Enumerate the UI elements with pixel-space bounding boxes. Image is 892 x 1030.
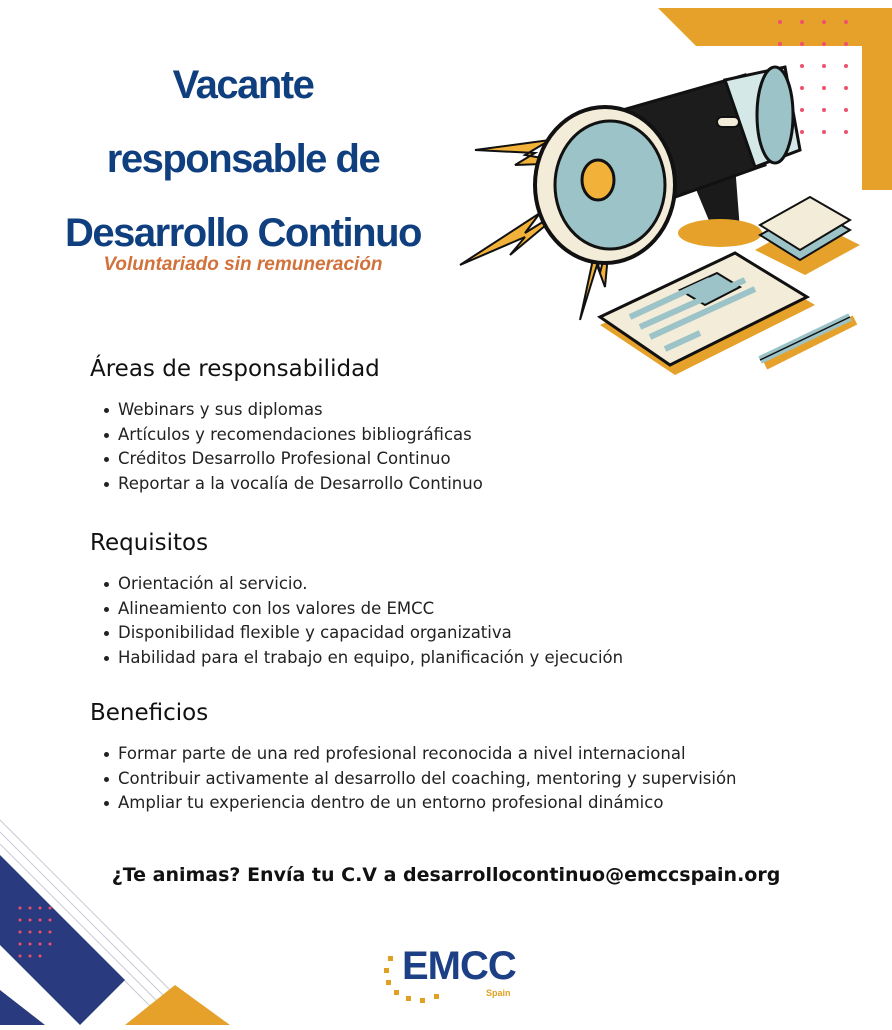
megaphone-illustration [455,55,875,400]
section-heading: Áreas de responsabilidad [90,356,380,382]
title-line: Vacante [172,63,314,107]
list-item: Orientación al servicio. [90,572,850,597]
bullet-list [90,398,850,496]
list-item: Alineamiento con los valores de EMCC [90,597,850,622]
bullet-list [90,572,850,670]
section-responsibilities [90,356,850,496]
list-item: Contribuir activamente al desarrollo del coaching, mentoring y supervisión [90,767,850,792]
section-heading: Requisitos [90,530,209,556]
bullet-list [90,742,850,816]
list-item: Formar parte de una red profesional reconocida a nivel internacional [90,742,850,767]
list-item: Reportar a la vocalía de Desarrollo Continuo [90,472,850,497]
logo-text: EMCC [402,944,516,988]
title-line: Desarrollo Continuo [65,211,421,255]
page-subtitle: Voluntariado sin remuneración [103,254,383,275]
section-heading: Beneficios [90,700,209,726]
title-line: responsable de [106,137,380,181]
list-item: Créditos Desarrollo Profesional Continuo [90,447,850,472]
page-title [18,48,468,270]
call-to-action: ¿Te animas? Envía tu C.V a desarrollocontinuo@emccspain.org [111,864,781,886]
section-benefits [90,700,850,816]
corner-decoration-bottom-left [0,810,240,1030]
logo-region: Spain [486,988,511,998]
list-item: Disponibilidad flexible y capacidad organizativa [90,621,850,646]
list-item: Ampliar tu experiencia dentro de un entorno profesional dinámico [90,791,850,816]
list-item: Artículos y recomendaciones bibliográficas [90,423,850,448]
list-item: Webinars y sus diplomas [90,398,850,423]
sticky-notes-icon [755,197,860,275]
emcc-logo [380,944,520,1008]
list-item: Habilidad para el trabajo en equipo, planificación y ejecución [90,646,850,671]
section-requirements [90,530,850,670]
